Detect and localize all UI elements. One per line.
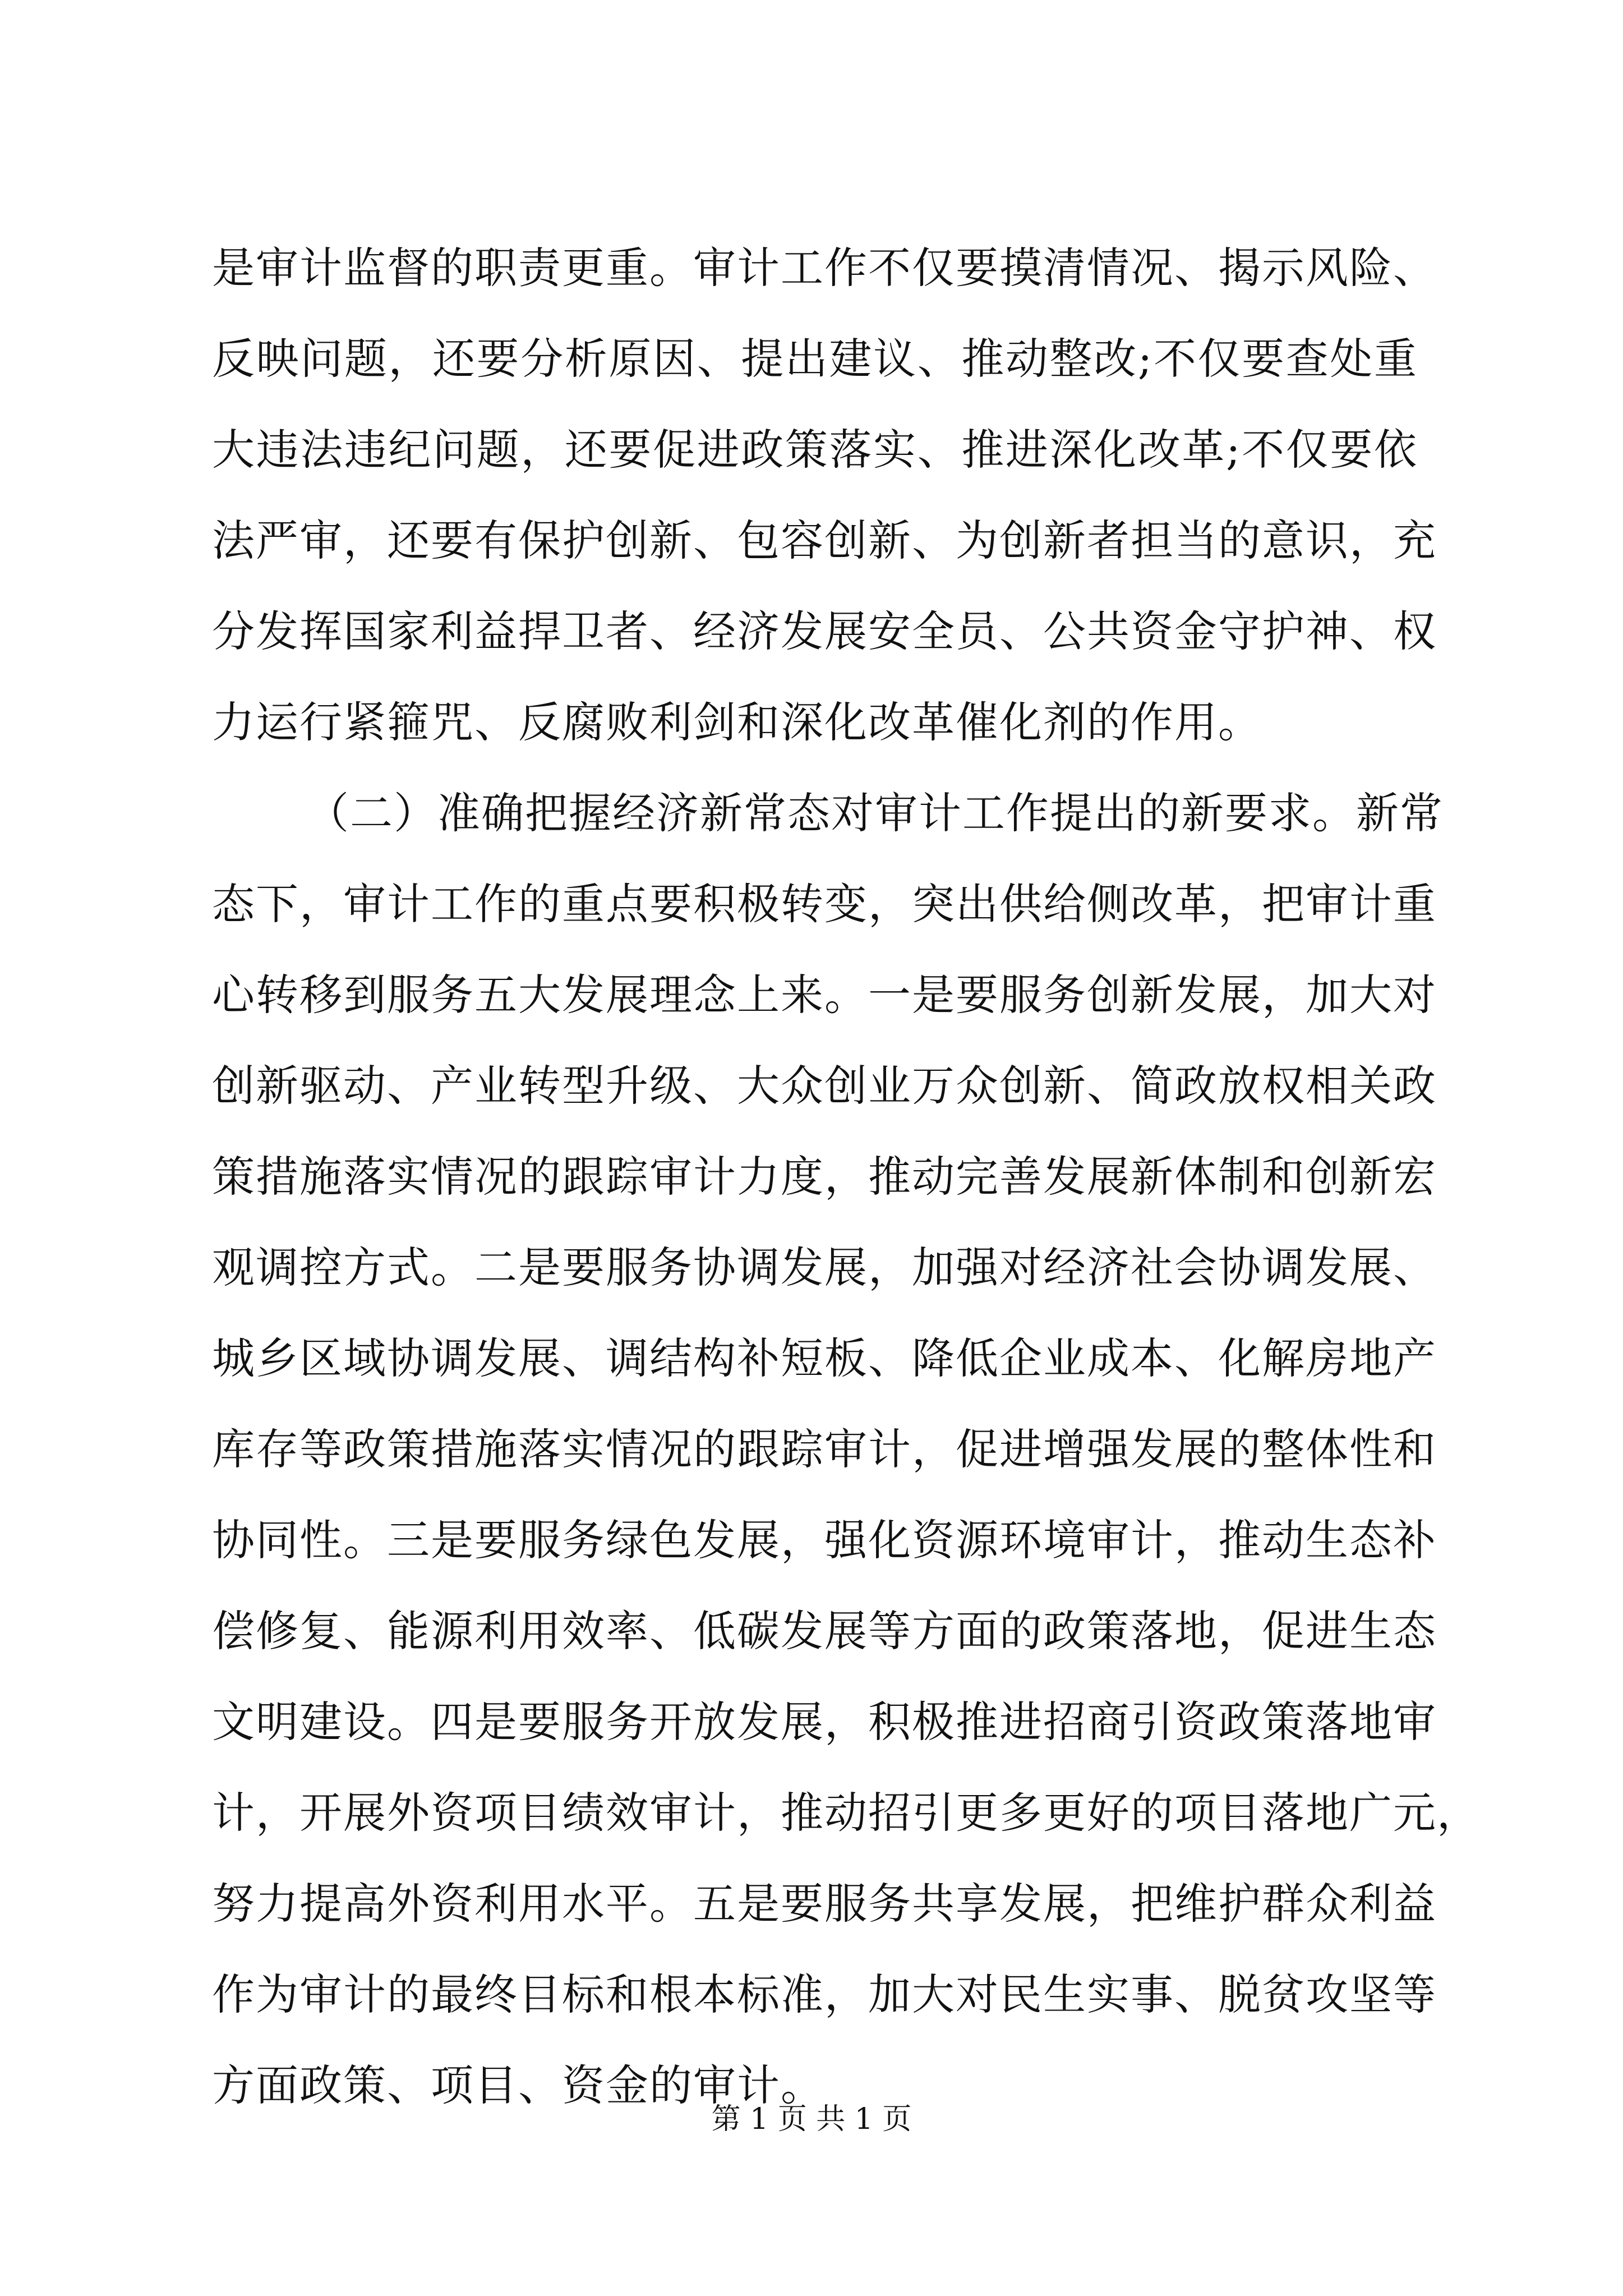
text-line-11: 策措施落实情况的跟踪审计力度，推动完善发展新体制和创新宏 bbox=[212, 1152, 1437, 1202]
text-line-13: 城乡区域协调发展、调结构补短板、降低企业成本、化解房地产 bbox=[212, 1333, 1437, 1383]
text-line-12: 观调控方式。二是要服务协调发展，加强对经济社会协调发展、 bbox=[212, 1243, 1437, 1292]
text-line-20: 作为审计的最终目标和根本标准，加大对民生实事、脱贫攻坚等 bbox=[212, 1970, 1437, 2019]
text-line-2: 反映问题，还要分析原因、提出建议、推动整改;不仅要查处重 bbox=[212, 334, 1418, 384]
text-line-5: 分发挥国家利益捍卫者、经济发展安全员、公共资金守护神、权 bbox=[212, 606, 1437, 656]
text-line-9: 心转移到服务五大发展理念上来。一是要服务创新发展，加大对 bbox=[212, 970, 1437, 1020]
text-line-1: 是审计监督的职责更重。审计工作不仅要摸清情况、揭示风险、 bbox=[212, 243, 1437, 293]
text-line-8: 态下，审计工作的重点要积极转变，突出供给侧改革，把审计重 bbox=[212, 879, 1437, 929]
text-line-6: 力运行紧箍咒、反腐败利剑和深化改革催化剂的作用。 bbox=[212, 697, 1262, 747]
text-line-18: 计，开展外资项目绩效审计，推动招引更多更好的项目落地广元， bbox=[212, 1788, 1481, 1838]
page-number-footer: 第 1 页 共 1 页 bbox=[711, 2102, 912, 2136]
text-line-10: 创新驱动、产业转型升级、大众创业万众创新、简政放权相关政 bbox=[212, 1061, 1437, 1111]
text-line-21: 方面政策、项目、资金的审计。 bbox=[212, 2060, 824, 2110]
text-line-15: 协同性。三是要服务绿色发展，强化资源环境审计，推动生态补 bbox=[212, 1515, 1437, 1565]
text-line-4: 法严审，还要有保护创新、包容创新、为创新者担当的意识，充 bbox=[212, 516, 1437, 565]
text-line-17: 文明建设。四是要服务开放发展，积极推进招商引资政策落地审 bbox=[212, 1697, 1437, 1747]
text-line-14: 库存等政策措施落实情况的跟踪审计，促进增强发展的整体性和 bbox=[212, 1424, 1437, 1474]
text-line-19: 努力提高外资利用水平。五是要服务共享发展，把维护群众利益 bbox=[212, 1879, 1437, 1929]
paragraph-heading-line: （二）准确把握经济新常态对审计工作提出的新要求。新常 bbox=[306, 788, 1444, 838]
text-line-3: 大违法违纪问题，还要促进政策落实、推进深化改革;不仅要依 bbox=[212, 425, 1418, 475]
text-line-16: 偿修复、能源利用效率、低碳发展等方面的政策落地，促进生态 bbox=[212, 1606, 1437, 1656]
